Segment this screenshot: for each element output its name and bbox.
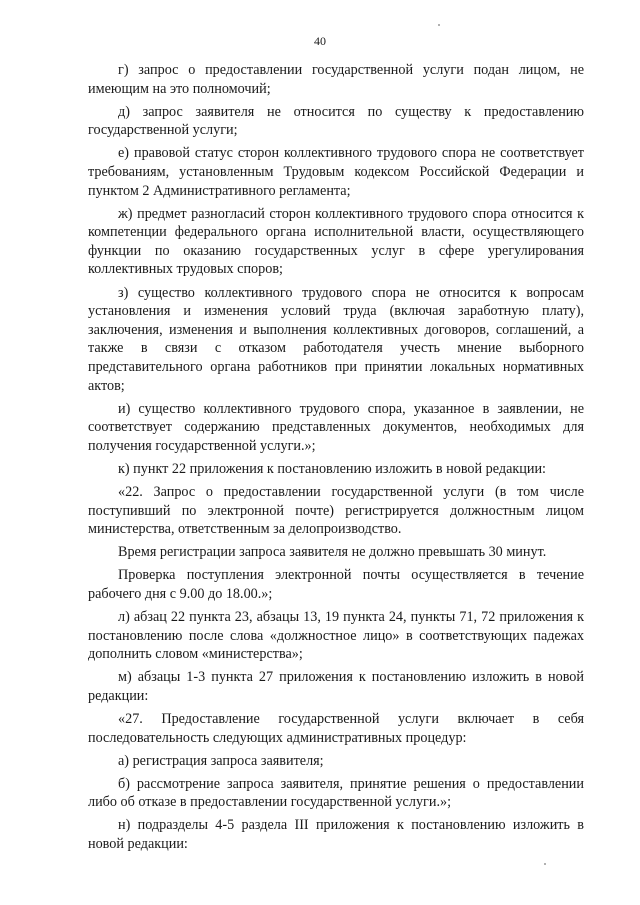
paragraph-b: б) рассмотрение запроса заявителя, принятие решения о предоставлении либо об отказе в предоставлении государственной услуги.»; <box>88 775 584 811</box>
scan-speck <box>438 24 440 26</box>
paragraph-l: л) абзац 22 пункта 23, абзацы 13, 19 пункта 24, пункты 71, 72 приложения к постановлению после слова «должностное лицо» в соответствующих падежах дополнить словом «министерства»; <box>88 609 584 663</box>
paragraph-e: е) правовой статус сторон коллективного трудового спора не соответствует требованиям, установленным Трудовым кодексом Российской Федерации и пунктом 2 Административного регламента; <box>88 145 584 199</box>
document-body <box>88 61 584 858</box>
scan-speck <box>544 863 546 865</box>
paragraph-m: м) абзацы 1-3 пункта 27 приложения к постановлению изложить в новой редакции: <box>88 669 584 704</box>
paragraph-z: з) существо коллективного трудового спора не относится к вопросам установления и изменения условий труда (включая заработную плату), заключения, изменения и выполнения коллективных договоров, соглашений, а также в связи с отказом работодателя учесть мнение выборного представительного органа работников при принятии локальных нормативных актов; <box>88 284 584 394</box>
paragraph-n: н) подразделы 4-5 раздела III приложения к постановлению изложить в новой редакции: <box>88 817 584 853</box>
paragraph-g: г) запрос о предоставлении государственной услуги подан лицом, не имеющим на это полномочий; <box>88 62 584 97</box>
paragraph-zh: ж) предмет разногласий сторон коллективного трудового спора относится к компетенции федерального органа исполнительной власти, осуществляющего функции по оказанию государственных услуг в сфере урегулирования коллективных трудовых споров; <box>88 205 584 278</box>
paragraph-k: к) пункт 22 приложения к постановлению изложить в новой редакции: <box>118 460 546 477</box>
paragraph-d: д) запрос заявителя не относится по существу к предоставлению государственной услуги; <box>88 103 584 139</box>
paragraph-item-27: «27. Предоставление государственной услуги включает в себя последовательность следующих административных процедур: <box>88 711 584 746</box>
paragraph-item-22: «22. Запрос о предоставлении государственной услуги (в том числе поступивший по электронной почте) регистрируется должностным лицом министерства, ответственным за делопроизводство. <box>88 483 584 538</box>
paragraph-a: а) регистрация запроса заявителя; <box>118 752 324 769</box>
paragraph-i: и) существо коллективного трудового спора, указанное в заявлении, не соответствует содержанию представленных документов, необходимых для получения государственной услуги.»; <box>88 400 584 454</box>
paragraph-registration-time: Время регистрации запроса заявителя не должно превышать 30 минут. <box>118 544 547 561</box>
page-number: 40 <box>314 34 326 48</box>
paragraph-email-check: Проверка поступления электронной почты осуществляется в течение рабочего дня с 9.00 до 18.00.»; <box>88 567 584 602</box>
